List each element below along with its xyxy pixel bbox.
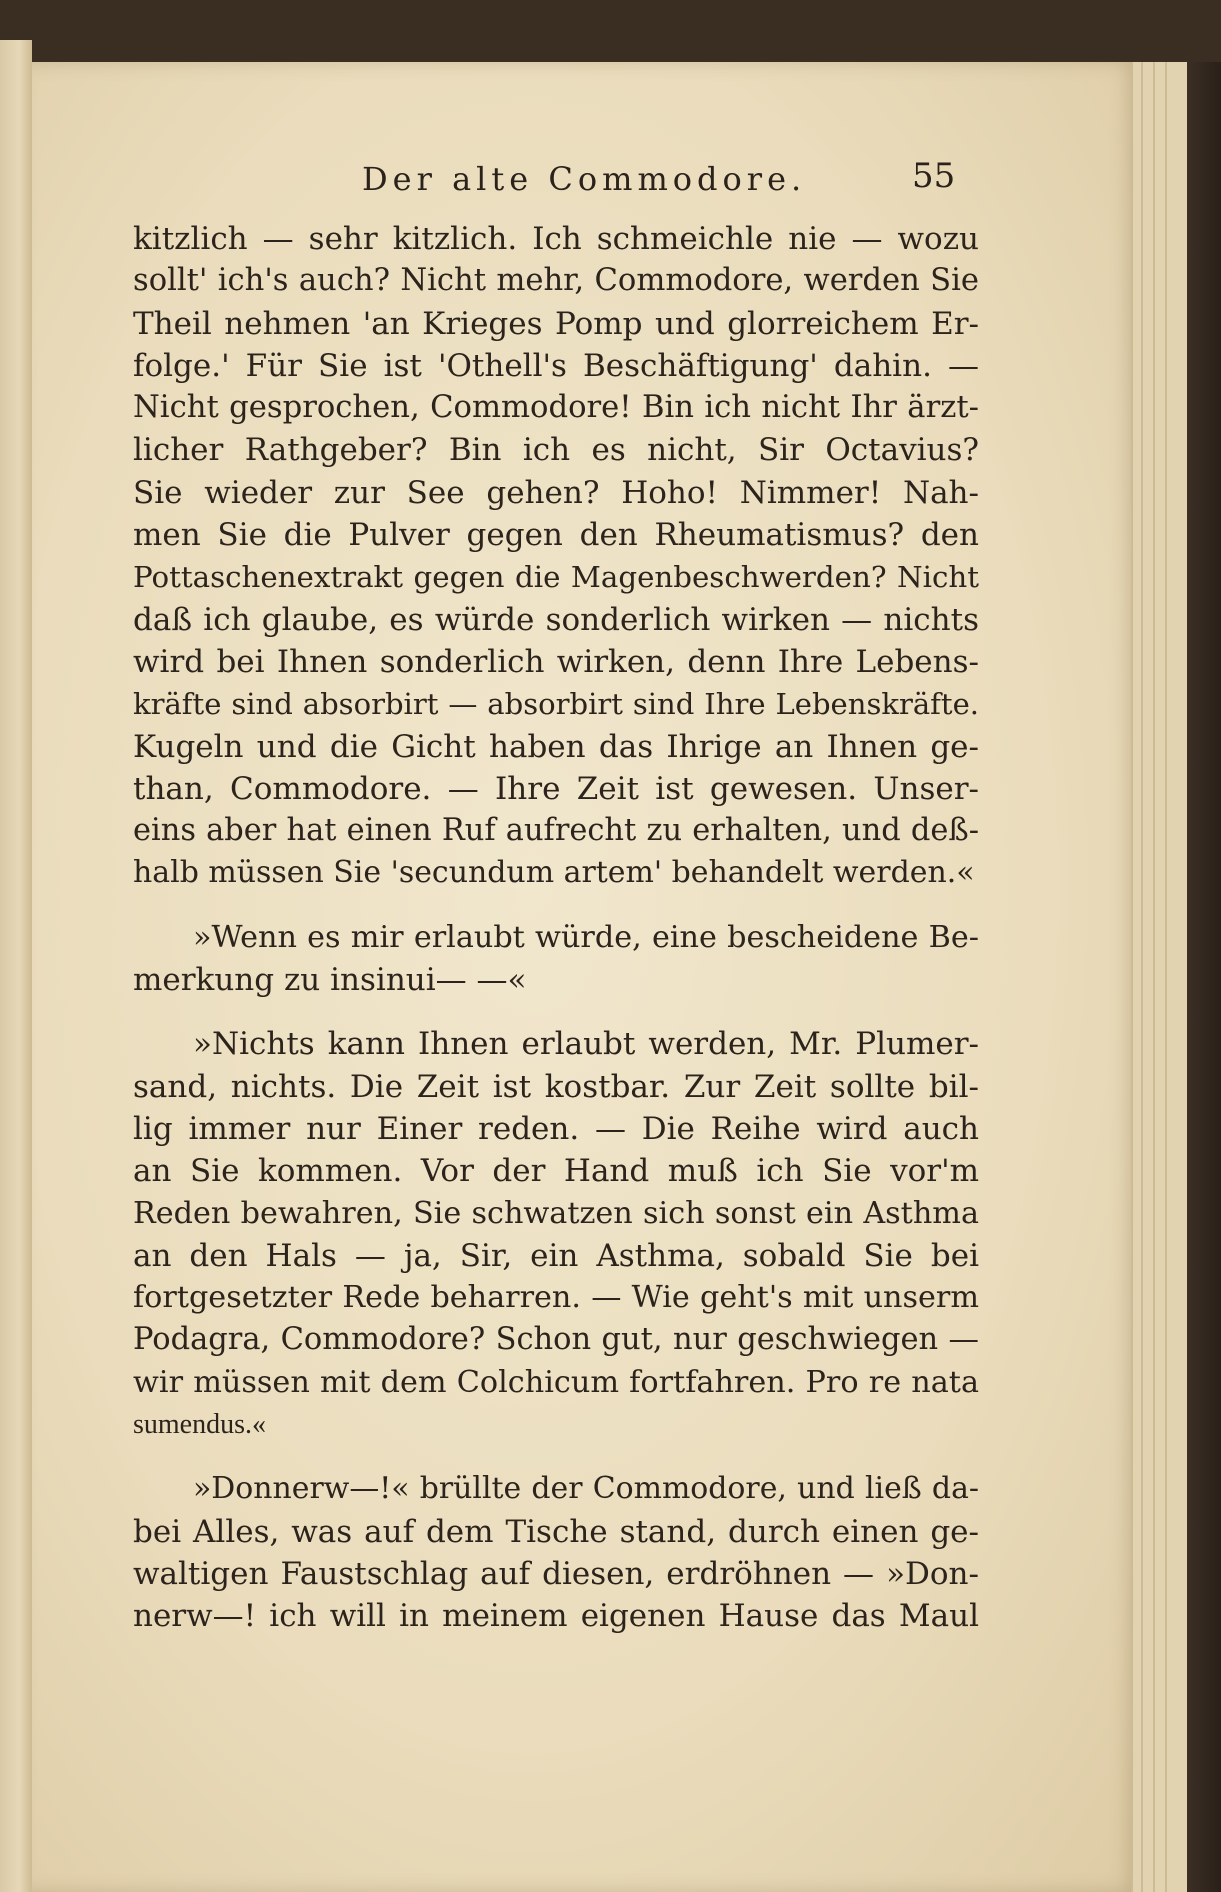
text-line: kräfte sind absorbirt — absorbirt sind Ihre Lebenskräfte. [133, 687, 979, 722]
text-line: an den Hals — ja, Sir, ein Asthma, sobald Sie bei [133, 1237, 979, 1274]
paragraph-gap [133, 1001, 979, 1023]
text-line: wir müssen mit dem Colchicum fortfahren. Pro re nata [133, 1364, 979, 1400]
text-line: Nicht gesprochen, Commodore! Bin ich nicht Ihr ärzt- [133, 390, 979, 426]
text-line: »Wenn es mir erlaubt würde, eine bescheidene Be- [193, 919, 979, 955]
text-line: eins aber hat einen Ruf aufrecht zu erhalten, und deß- [133, 813, 979, 849]
previous-page-edge [0, 40, 32, 1892]
text-line: wird bei Ihnen sonderlich wirken, denn Ihre Lebens- [133, 643, 979, 680]
book-cover-edge [1187, 62, 1221, 1892]
text-line: Theil nehmen 'an Krieges Pomp und glorreichem Er- [133, 305, 979, 342]
page-edges [1131, 62, 1221, 1892]
text-line: sumendus.« [133, 1409, 266, 1441]
text-line: sollt' ich's auch? Nicht mehr, Commodore, werden Sie [133, 263, 979, 299]
paragraph-gap [133, 1446, 979, 1468]
page-number: 55 [912, 156, 956, 196]
text-line: an Sie kommen. Vor der Hand muß ich Sie vor'm [133, 1153, 979, 1190]
text-line: »Donnerw—!« brüllte der Commodore, und ließ da- [193, 1471, 979, 1507]
text-line: sand, nichts. Die Zeit ist kostbar. Zur Zeit sollte bil- [133, 1068, 979, 1105]
text-line: halb müssen Sie 'secundum artem' behandelt werden.« [133, 855, 975, 891]
body-text [133, 218, 979, 1638]
text-line: than, Commodore. — Ihre Zeit ist gewesen. Unser- [133, 770, 979, 807]
text-line: nerw—! ich will in meinem eigenen Hause das Maul [133, 1598, 979, 1635]
text-line: fortgesetzter Rede beharren. — Wie geht's mit unserm [133, 1280, 979, 1316]
text-line: Kugeln und die Gicht haben das Ihrige an Ihnen ge- [133, 728, 979, 765]
text-line: kitzlich — sehr kitzlich. Ich schmeichle nie — wozu [133, 221, 979, 257]
running-title: Der alte Commodore. [362, 160, 807, 198]
text-line: licher Rathgeber? Bin ich es nicht, Sir Octavius? [133, 432, 979, 469]
text-line: merkung zu insinui— —« [133, 962, 527, 999]
text-line: lig immer nur Einer reden. — Die Reihe wird auch [133, 1110, 979, 1147]
text-line: daß ich glaube, es würde sonderlich wirken — nichts [133, 601, 979, 638]
text-line: Sie wieder zur See gehen? Hoho! Nimmer! Nah- [133, 474, 979, 511]
paragraph-gap [133, 895, 979, 917]
text-line: Pottaschenextrakt gegen die Magenbeschwerden? Nicht [133, 560, 979, 595]
text-line: »Nichts kann Ihnen erlaubt werden, Mr. Plumer- [193, 1026, 979, 1063]
text-line: folge.' Für Sie ist 'Othell's Beschäftigung' dahin. — [133, 347, 979, 384]
text-line: bei Alles, was auf dem Tische stand, durch einen ge- [133, 1513, 979, 1550]
text-line: Reden bewahren, Sie schwatzen sich sonst ein Asthma [133, 1195, 979, 1231]
text-line: waltigen Faustschlag auf diesen, erdröhnen — »Don- [133, 1555, 979, 1592]
text-line: Podagra, Commodore? Schon gut, nur geschwiegen — [133, 1322, 979, 1358]
text-line: men Sie die Pulver gegen den Rheumatismus? den [133, 517, 979, 554]
